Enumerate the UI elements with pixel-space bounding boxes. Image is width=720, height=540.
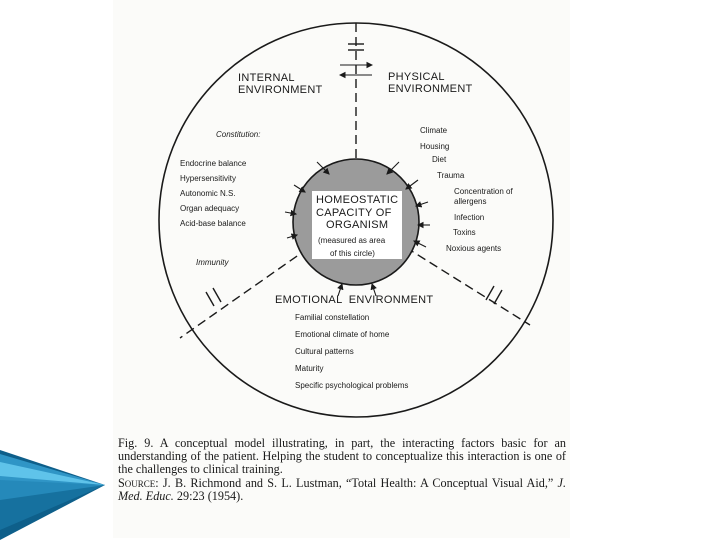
internal-label-line: ENVIRONMENT xyxy=(238,84,323,96)
constitution-item: Hypersensitivity xyxy=(180,174,237,183)
internal-environment-label xyxy=(238,72,323,96)
figure-caption xyxy=(118,437,566,503)
break-mark-right xyxy=(486,286,494,300)
physical-label-line: ENVIRONMENT xyxy=(388,83,473,95)
physical-factor-item: Infection xyxy=(454,213,485,222)
constitution-list xyxy=(180,159,247,228)
emotional-factor-item: Cultural patterns xyxy=(295,347,354,356)
physical-factor-item: Concentration of xyxy=(454,187,513,196)
source-label: Source: xyxy=(118,475,159,490)
center-label-line: of this circle) xyxy=(330,249,375,258)
caption-text: A conceptual model illustrating, in part, the interacting factors basic for an understanding of the patient. Helping the student to conceptualize this interaction is one of the challenges to clinical training. xyxy=(118,436,566,477)
physical-factor-item: Noxious agents xyxy=(446,244,502,253)
caption-source xyxy=(118,477,566,503)
physical-factor-item: allergens xyxy=(454,197,487,206)
constitution-item: Autonomic N.S. xyxy=(180,189,236,198)
source-text: J. B. Richmond and S. L. Lustman, “Total Health: A Conceptual Visual Aid,” xyxy=(162,475,554,490)
influence-arrow xyxy=(406,180,418,189)
break-mark-left xyxy=(206,292,214,306)
physical-factor-item: Diet xyxy=(432,155,447,164)
physical-factors-list xyxy=(420,126,513,253)
emotional-factors-list xyxy=(295,313,408,390)
physical-environment-label xyxy=(388,71,473,95)
emotional-environment-label: EMOTIONAL ENVIRONMENT xyxy=(275,294,434,306)
center-label-line: HOMEOSTATIC xyxy=(316,194,399,206)
physical-factor-item: Trauma xyxy=(437,171,465,180)
internal-label-line: INTERNAL xyxy=(238,72,295,84)
emotional-factor-item: Maturity xyxy=(295,364,324,373)
physical-factor-item: Toxins xyxy=(453,228,476,237)
physical-label-line: PHYSICAL xyxy=(388,71,445,83)
physical-factor-item: Housing xyxy=(420,142,450,151)
constitution-item: Endocrine balance xyxy=(180,159,247,168)
divider-left xyxy=(180,240,320,338)
constitution-item: Organ adequacy xyxy=(180,204,240,213)
physical-factor-item: Climate xyxy=(420,126,448,135)
emotional-factor-item: Specific psychological problems xyxy=(295,381,409,390)
constitution-heading: Constitution: xyxy=(216,130,261,139)
influence-arrow xyxy=(416,202,428,206)
immunity-label: Immunity xyxy=(196,258,229,267)
constitution-item: Acid-base balance xyxy=(180,219,246,228)
center-label-line: ORGANISM xyxy=(326,219,389,231)
figure-label: Fig. 9. xyxy=(118,436,154,450)
center-label-line: (measured as area xyxy=(318,236,386,245)
caption-body xyxy=(118,437,566,477)
slide-corner-decoration xyxy=(0,440,110,540)
emotional-factor-item: Emotional climate of home xyxy=(295,330,390,339)
source-ref: 29:23 (1954). xyxy=(176,488,244,503)
source-journal: J. Med. Educ. xyxy=(118,475,566,503)
emotional-factor-item: Familial constellation xyxy=(295,313,370,322)
center-label-line: CAPACITY OF xyxy=(316,207,392,219)
